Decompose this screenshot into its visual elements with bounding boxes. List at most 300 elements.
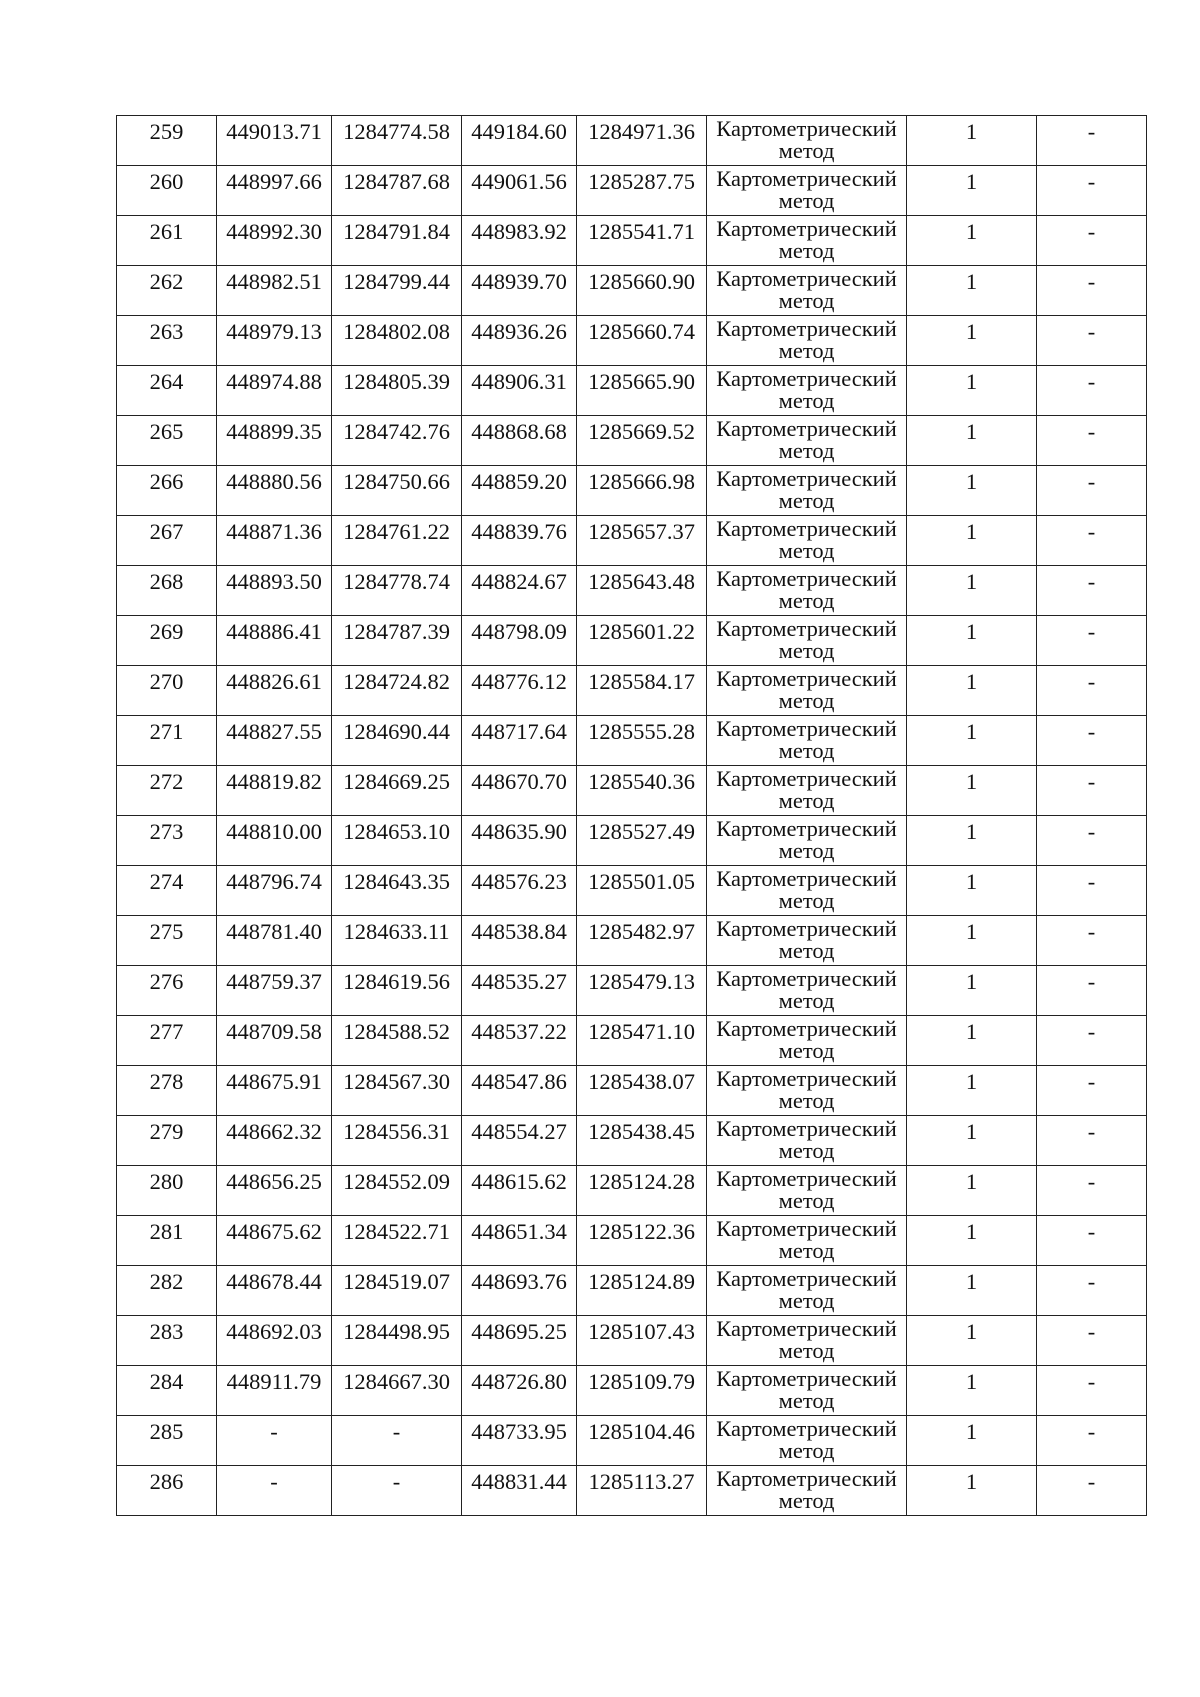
method-cell	[707, 866, 907, 916]
accuracy-cell: 1	[907, 316, 1037, 366]
method-line-1: Картометрический	[716, 766, 897, 791]
old-x-cell: 448826.61	[217, 666, 332, 716]
description-cell: -	[1037, 866, 1147, 916]
point-number-cell: 276	[117, 966, 217, 1016]
old-y-cell: 1284761.22	[332, 516, 462, 566]
new-x-cell: 448939.70	[462, 266, 577, 316]
accuracy-cell: 1	[907, 1366, 1037, 1416]
method-cell	[707, 116, 907, 166]
method-line-1: Картометрический	[716, 1366, 897, 1391]
new-x-cell: 448859.20	[462, 466, 577, 516]
method-cell	[707, 1316, 907, 1366]
old-x-cell: 448911.79	[217, 1366, 332, 1416]
method-cell	[707, 216, 907, 266]
new-x-cell: 448733.95	[462, 1416, 577, 1466]
accuracy-cell: 1	[907, 516, 1037, 566]
description-cell: -	[1037, 1266, 1147, 1316]
accuracy-cell: 1	[907, 216, 1037, 266]
new-y-cell: 1285541.71	[577, 216, 707, 266]
accuracy-cell: 1	[907, 866, 1037, 916]
old-y-cell: 1284791.84	[332, 216, 462, 266]
accuracy-cell: 1	[907, 816, 1037, 866]
description-cell: -	[1037, 116, 1147, 166]
new-y-cell: 1285555.28	[577, 716, 707, 766]
old-x-cell: 448997.66	[217, 166, 332, 216]
new-x-cell: 448535.27	[462, 966, 577, 1016]
old-y-cell: 1284787.68	[332, 166, 462, 216]
point-number-cell: 268	[117, 566, 217, 616]
new-y-cell: 1285124.89	[577, 1266, 707, 1316]
new-y-cell: 1285601.22	[577, 616, 707, 666]
point-number-cell: 278	[117, 1066, 217, 1116]
table-row	[117, 1116, 1147, 1166]
new-x-cell: 448776.12	[462, 666, 577, 716]
description-cell: -	[1037, 1316, 1147, 1366]
method-line-1: Картометрический	[716, 966, 897, 991]
new-y-cell: 1285501.05	[577, 866, 707, 916]
table-row	[117, 1066, 1147, 1116]
old-x-cell: 448656.25	[217, 1166, 332, 1216]
accuracy-cell: 1	[907, 1266, 1037, 1316]
new-x-cell: 448635.90	[462, 816, 577, 866]
accuracy-cell: 1	[907, 1116, 1037, 1166]
description-cell: -	[1037, 1216, 1147, 1266]
description-cell: -	[1037, 1416, 1147, 1466]
method-line-2: метод	[778, 338, 835, 363]
method-line-1: Картометрический	[716, 116, 897, 141]
new-x-cell: 448798.09	[462, 616, 577, 666]
method-line-1: Картометрический	[716, 1416, 897, 1441]
accuracy-cell: 1	[907, 416, 1037, 466]
description-cell: -	[1037, 1066, 1147, 1116]
table-row	[117, 966, 1147, 1016]
method-line-2: метод	[778, 938, 835, 963]
new-y-cell: 1285527.49	[577, 816, 707, 866]
method-line-2: метод	[778, 138, 835, 163]
point-number-cell: 262	[117, 266, 217, 316]
point-number-cell: 277	[117, 1016, 217, 1066]
method-line-1: Картометрический	[716, 1016, 897, 1041]
table-row	[117, 1266, 1147, 1316]
new-y-cell: 1285657.37	[577, 516, 707, 566]
accuracy-cell: 1	[907, 266, 1037, 316]
accuracy-cell: 1	[907, 766, 1037, 816]
new-y-cell: 1285666.98	[577, 466, 707, 516]
description-cell: -	[1037, 816, 1147, 866]
new-y-cell: 1285660.74	[577, 316, 707, 366]
method-cell	[707, 266, 907, 316]
point-number-cell: 271	[117, 716, 217, 766]
accuracy-cell: 1	[907, 616, 1037, 666]
method-line-2: метод	[778, 1238, 835, 1263]
new-y-cell: 1285113.27	[577, 1466, 707, 1516]
method-cell	[707, 766, 907, 816]
method-line-1: Картометрический	[716, 866, 897, 891]
old-y-cell: 1284669.25	[332, 766, 462, 816]
table-row	[117, 266, 1147, 316]
accuracy-cell: 1	[907, 966, 1037, 1016]
method-line-2: метод	[778, 888, 835, 913]
new-y-cell: 1285104.46	[577, 1416, 707, 1466]
point-number-cell: 260	[117, 166, 217, 216]
old-y-cell: 1284498.95	[332, 1316, 462, 1366]
table-row	[117, 1216, 1147, 1266]
old-x-cell: 448827.55	[217, 716, 332, 766]
point-number-cell: 279	[117, 1116, 217, 1166]
method-cell	[707, 966, 907, 1016]
description-cell: -	[1037, 766, 1147, 816]
new-y-cell: 1285584.17	[577, 666, 707, 716]
new-x-cell: 448670.70	[462, 766, 577, 816]
method-cell	[707, 1366, 907, 1416]
old-x-cell: 448810.00	[217, 816, 332, 866]
accuracy-cell: 1	[907, 116, 1037, 166]
point-number-cell: 280	[117, 1166, 217, 1216]
old-y-cell: 1284633.11	[332, 916, 462, 966]
new-y-cell: 1285669.52	[577, 416, 707, 466]
method-line-2: метод	[778, 188, 835, 213]
description-cell: -	[1037, 616, 1147, 666]
method-line-1: Картометрический	[716, 616, 897, 641]
method-cell	[707, 1066, 907, 1116]
method-line-2: метод	[778, 1438, 835, 1463]
point-number-cell: 273	[117, 816, 217, 866]
description-cell: -	[1037, 566, 1147, 616]
method-cell	[707, 666, 907, 716]
description-cell: -	[1037, 366, 1147, 416]
method-line-1: Картометрический	[716, 916, 897, 941]
accuracy-cell: 1	[907, 566, 1037, 616]
table-row	[117, 766, 1147, 816]
accuracy-cell: 1	[907, 1166, 1037, 1216]
method-line-1: Картометрический	[716, 1466, 897, 1491]
old-y-cell: 1284805.39	[332, 366, 462, 416]
method-line-2: метод	[778, 538, 835, 563]
point-number-cell: 286	[117, 1466, 217, 1516]
description-cell: -	[1037, 516, 1147, 566]
method-line-1: Картометрический	[716, 566, 897, 591]
method-line-2: метод	[778, 388, 835, 413]
description-cell: -	[1037, 1016, 1147, 1066]
method-cell	[707, 516, 907, 566]
accuracy-cell: 1	[907, 366, 1037, 416]
method-line-1: Картометрический	[716, 1166, 897, 1191]
method-line-1: Картометрический	[716, 166, 897, 191]
new-y-cell: 1285665.90	[577, 366, 707, 416]
method-line-2: метод	[778, 1338, 835, 1363]
new-y-cell: 1285479.13	[577, 966, 707, 1016]
method-line-2: метод	[778, 1038, 835, 1063]
description-cell: -	[1037, 716, 1147, 766]
table-row	[117, 116, 1147, 166]
accuracy-cell: 1	[907, 1466, 1037, 1516]
table-row	[117, 566, 1147, 616]
method-line-2: метод	[778, 988, 835, 1013]
method-cell	[707, 366, 907, 416]
method-cell	[707, 316, 907, 366]
point-number-cell: 275	[117, 916, 217, 966]
point-number-cell: 282	[117, 1266, 217, 1316]
method-line-2: метод	[778, 488, 835, 513]
table-row	[117, 1016, 1147, 1066]
method-line-2: метод	[778, 1188, 835, 1213]
table-row	[117, 666, 1147, 716]
old-x-cell: -	[217, 1466, 332, 1516]
new-x-cell: 448906.31	[462, 366, 577, 416]
accuracy-cell: 1	[907, 1416, 1037, 1466]
table-row	[117, 616, 1147, 666]
new-y-cell: 1285124.28	[577, 1166, 707, 1216]
old-y-cell: 1284724.82	[332, 666, 462, 716]
new-y-cell: 1285643.48	[577, 566, 707, 616]
old-x-cell: 448982.51	[217, 266, 332, 316]
method-line-1: Картометрический	[716, 1216, 897, 1241]
point-number-cell: 285	[117, 1416, 217, 1466]
new-x-cell: 448615.62	[462, 1166, 577, 1216]
method-cell	[707, 1016, 907, 1066]
point-number-cell: 266	[117, 466, 217, 516]
method-cell	[707, 566, 907, 616]
method-cell	[707, 1116, 907, 1166]
method-line-2: метод	[778, 438, 835, 463]
table-row	[117, 316, 1147, 366]
old-y-cell: 1284742.76	[332, 416, 462, 466]
description-cell: -	[1037, 1166, 1147, 1216]
old-y-cell: 1284519.07	[332, 1266, 462, 1316]
accuracy-cell: 1	[907, 166, 1037, 216]
table-row	[117, 166, 1147, 216]
description-cell: -	[1037, 1366, 1147, 1416]
accuracy-cell: 1	[907, 716, 1037, 766]
method-line-2: метод	[778, 1288, 835, 1313]
new-y-cell: 1285107.43	[577, 1316, 707, 1366]
new-y-cell: 1285438.07	[577, 1066, 707, 1116]
point-number-cell: 272	[117, 766, 217, 816]
table-row	[117, 1166, 1147, 1216]
method-line-2: метод	[778, 238, 835, 263]
old-y-cell: 1284552.09	[332, 1166, 462, 1216]
new-y-cell: 1285660.90	[577, 266, 707, 316]
method-cell	[707, 466, 907, 516]
old-y-cell: 1284750.66	[332, 466, 462, 516]
accuracy-cell: 1	[907, 1316, 1037, 1366]
point-number-cell: 274	[117, 866, 217, 916]
point-number-cell: 261	[117, 216, 217, 266]
table-row	[117, 516, 1147, 566]
old-x-cell: 448880.56	[217, 466, 332, 516]
old-x-cell: 448871.36	[217, 516, 332, 566]
method-line-1: Картометрический	[716, 316, 897, 341]
description-cell: -	[1037, 216, 1147, 266]
method-line-2: метод	[778, 588, 835, 613]
point-number-cell: 264	[117, 366, 217, 416]
method-cell	[707, 166, 907, 216]
method-line-2: метод	[778, 788, 835, 813]
old-x-cell: 448992.30	[217, 216, 332, 266]
table-row	[117, 716, 1147, 766]
description-cell: -	[1037, 466, 1147, 516]
method-cell	[707, 1266, 907, 1316]
point-number-cell: 270	[117, 666, 217, 716]
table-row	[117, 1366, 1147, 1416]
old-x-cell: 448709.58	[217, 1016, 332, 1066]
new-x-cell: 449184.60	[462, 116, 577, 166]
old-y-cell: 1284778.74	[332, 566, 462, 616]
new-x-cell: 448537.22	[462, 1016, 577, 1066]
method-line-1: Картометрический	[716, 716, 897, 741]
table-row	[117, 466, 1147, 516]
old-y-cell: 1284522.71	[332, 1216, 462, 1266]
accuracy-cell: 1	[907, 666, 1037, 716]
old-x-cell: 448819.82	[217, 766, 332, 816]
point-number-cell: 284	[117, 1366, 217, 1416]
table-row	[117, 416, 1147, 466]
table-row	[117, 916, 1147, 966]
method-cell	[707, 1466, 907, 1516]
point-number-cell: 265	[117, 416, 217, 466]
old-x-cell: 448675.62	[217, 1216, 332, 1266]
old-x-cell: 449013.71	[217, 116, 332, 166]
table-row	[117, 216, 1147, 266]
old-x-cell: 448662.32	[217, 1116, 332, 1166]
method-line-1: Картометрический	[716, 816, 897, 841]
old-y-cell: -	[332, 1466, 462, 1516]
old-y-cell: 1284787.39	[332, 616, 462, 666]
method-line-2: метод	[778, 738, 835, 763]
old-x-cell: 448796.74	[217, 866, 332, 916]
method-line-1: Картометрический	[716, 1266, 897, 1291]
table-row	[117, 816, 1147, 866]
method-line-1: Картометрический	[716, 216, 897, 241]
method-cell	[707, 1166, 907, 1216]
method-line-1: Картометрический	[716, 1066, 897, 1091]
method-line-2: метод	[778, 1138, 835, 1163]
method-line-2: метод	[778, 838, 835, 863]
old-y-cell: 1284588.52	[332, 1016, 462, 1066]
old-y-cell: 1284667.30	[332, 1366, 462, 1416]
old-x-cell: 448899.35	[217, 416, 332, 466]
method-line-2: метод	[778, 638, 835, 663]
new-x-cell: 448936.26	[462, 316, 577, 366]
coordinates-table	[116, 115, 1147, 1516]
method-line-2: метод	[778, 1088, 835, 1113]
old-y-cell: 1284567.30	[332, 1066, 462, 1116]
description-cell: -	[1037, 966, 1147, 1016]
table-row	[117, 1466, 1147, 1516]
point-number-cell: 259	[117, 116, 217, 166]
old-x-cell: 448759.37	[217, 966, 332, 1016]
description-cell: -	[1037, 916, 1147, 966]
new-y-cell: 1285109.79	[577, 1366, 707, 1416]
old-y-cell: 1284619.56	[332, 966, 462, 1016]
new-y-cell: 1285438.45	[577, 1116, 707, 1166]
method-cell	[707, 816, 907, 866]
accuracy-cell: 1	[907, 466, 1037, 516]
accuracy-cell: 1	[907, 916, 1037, 966]
old-x-cell: 448781.40	[217, 916, 332, 966]
description-cell: -	[1037, 666, 1147, 716]
new-y-cell: 1285471.10	[577, 1016, 707, 1066]
new-y-cell: 1284971.36	[577, 116, 707, 166]
table-row	[117, 1316, 1147, 1366]
old-x-cell: -	[217, 1416, 332, 1466]
new-x-cell: 448726.80	[462, 1366, 577, 1416]
point-number-cell: 263	[117, 316, 217, 366]
method-cell	[707, 416, 907, 466]
method-cell	[707, 716, 907, 766]
new-x-cell: 448547.86	[462, 1066, 577, 1116]
old-y-cell: 1284802.08	[332, 316, 462, 366]
new-x-cell: 448538.84	[462, 916, 577, 966]
method-line-1: Картометрический	[716, 366, 897, 391]
old-y-cell: -	[332, 1416, 462, 1466]
old-y-cell: 1284774.58	[332, 116, 462, 166]
method-line-2: метод	[778, 1388, 835, 1413]
old-x-cell: 448974.88	[217, 366, 332, 416]
accuracy-cell: 1	[907, 1216, 1037, 1266]
new-y-cell: 1285287.75	[577, 166, 707, 216]
description-cell: -	[1037, 266, 1147, 316]
description-cell: -	[1037, 316, 1147, 366]
point-number-cell: 283	[117, 1316, 217, 1366]
description-cell: -	[1037, 1466, 1147, 1516]
new-x-cell: 448717.64	[462, 716, 577, 766]
new-x-cell: 448868.68	[462, 416, 577, 466]
new-y-cell: 1285482.97	[577, 916, 707, 966]
point-number-cell: 281	[117, 1216, 217, 1266]
table-row	[117, 1416, 1147, 1466]
description-cell: -	[1037, 166, 1147, 216]
new-x-cell: 448839.76	[462, 516, 577, 566]
table-row	[117, 366, 1147, 416]
method-line-2: метод	[778, 1488, 835, 1513]
accuracy-cell: 1	[907, 1016, 1037, 1066]
point-number-cell: 267	[117, 516, 217, 566]
method-line-1: Картометрический	[716, 1316, 897, 1341]
method-line-1: Картометрический	[716, 666, 897, 691]
method-line-2: метод	[778, 688, 835, 713]
old-x-cell: 448886.41	[217, 616, 332, 666]
old-y-cell: 1284653.10	[332, 816, 462, 866]
description-cell: -	[1037, 416, 1147, 466]
new-y-cell: 1285540.36	[577, 766, 707, 816]
method-cell	[707, 1216, 907, 1266]
old-x-cell: 448678.44	[217, 1266, 332, 1316]
new-x-cell: 448824.67	[462, 566, 577, 616]
method-line-2: метод	[778, 288, 835, 313]
new-x-cell: 448651.34	[462, 1216, 577, 1266]
old-y-cell: 1284643.35	[332, 866, 462, 916]
old-x-cell: 448675.91	[217, 1066, 332, 1116]
method-line-1: Картометрический	[716, 466, 897, 491]
old-y-cell: 1284799.44	[332, 266, 462, 316]
new-x-cell: 448554.27	[462, 1116, 577, 1166]
new-y-cell: 1285122.36	[577, 1216, 707, 1266]
method-line-1: Картометрический	[716, 1116, 897, 1141]
method-line-1: Картометрический	[716, 516, 897, 541]
method-line-1: Картометрический	[716, 416, 897, 441]
new-x-cell: 448983.92	[462, 216, 577, 266]
method-line-1: Картометрический	[716, 266, 897, 291]
method-cell	[707, 616, 907, 666]
old-x-cell: 448692.03	[217, 1316, 332, 1366]
method-cell	[707, 916, 907, 966]
new-x-cell: 449061.56	[462, 166, 577, 216]
method-cell	[707, 1416, 907, 1466]
new-x-cell: 448576.23	[462, 866, 577, 916]
old-y-cell: 1284556.31	[332, 1116, 462, 1166]
table-row	[117, 866, 1147, 916]
